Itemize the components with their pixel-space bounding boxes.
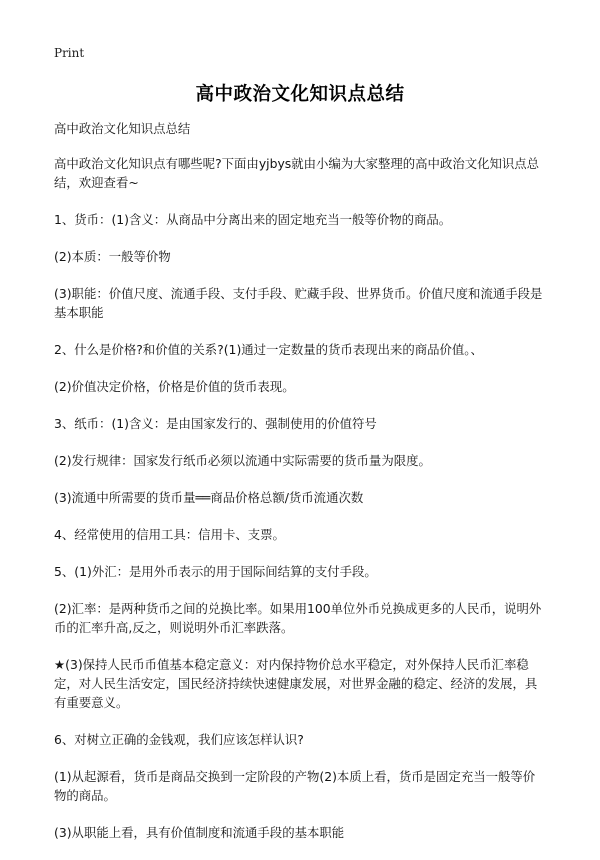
paragraph-paper-money: 3、纸币：(1)含义：是由国家发行的、强制使用的价值符号 xyxy=(54,416,377,431)
paragraph-price-definition: 2、什么是价格?和价值的关系?(1)通过一定数量的货币表现出来的商品价值。、 xyxy=(54,342,483,357)
page-title: 高中政治文化知识点总结 xyxy=(195,84,405,105)
paragraph-rmb-stability: ★(3)保持人民币币值基本稳定意义：对内保持物价总水平稳定，对外保持人民币汇率稳定，对人民生活安定，国民经济持续快速健康发展，对世界金融的稳定、经济的发展，具有重要意义。 xyxy=(54,657,538,710)
subtitle-paragraph: 高中政治文化知识点总结 xyxy=(54,121,191,136)
paragraph-foreign-exchange: 5、(1)外汇：是用外币表示的用于国际间结算的支付手段。 xyxy=(54,564,377,579)
paragraph-functions-view: (3)从职能上看，具有价值制度和流通手段的基本职能 xyxy=(54,825,345,840)
paragraph-money-supply: (3)流通中所需要的货币量══商品价格总额/货币流通次数 xyxy=(54,490,364,505)
paragraph-origin-essence: (1)从起源看，货币是商品交换到一定阶段的产物(2)本质上看，货币是固定充当一般等价物的商品。 xyxy=(54,769,536,803)
paragraph-currency-definition: 1、货币：(1)含义：从商品中分离出来的固定地充当一般等价物的商品。 xyxy=(54,212,452,227)
paragraph-money-view: 6、对树立正确的金钱观，我们应该怎样认识? xyxy=(54,732,304,747)
paragraph-issuance-law: (2)发行规律：国家发行纸币必须以流通中实际需要的货币量为限度。 xyxy=(54,453,431,468)
paragraph-credit-tools: 4、经常使用的信用工具：信用卡、支票。 xyxy=(54,527,285,542)
paragraph-currency-essence: (2)本质：一般等价物 xyxy=(54,249,171,264)
print-link[interactable]: Print xyxy=(54,46,85,60)
paragraph-currency-functions: (3)职能：价值尺度、流通手段、支付手段、贮藏手段、世界货币。价值尺度和流通手段是基本职能 xyxy=(54,286,543,320)
paragraph-exchange-rate: (2)汇率：是两种货币之间的兑换比率。如果用100单位外币兑换成更多的人民币，说明外币的汇率升高,反之，则说明外币汇率跌落。 xyxy=(54,601,542,635)
paragraph-price-value: (2)价值决定价格，价格是价值的货币表现。 xyxy=(54,379,295,394)
intro-paragraph: 高中政治文化知识点有哪些呢?下面由yjbys就由小编为大家整理的高中政治文化知识点总结，欢迎查看~ xyxy=(54,156,540,190)
document-body xyxy=(54,119,546,860)
